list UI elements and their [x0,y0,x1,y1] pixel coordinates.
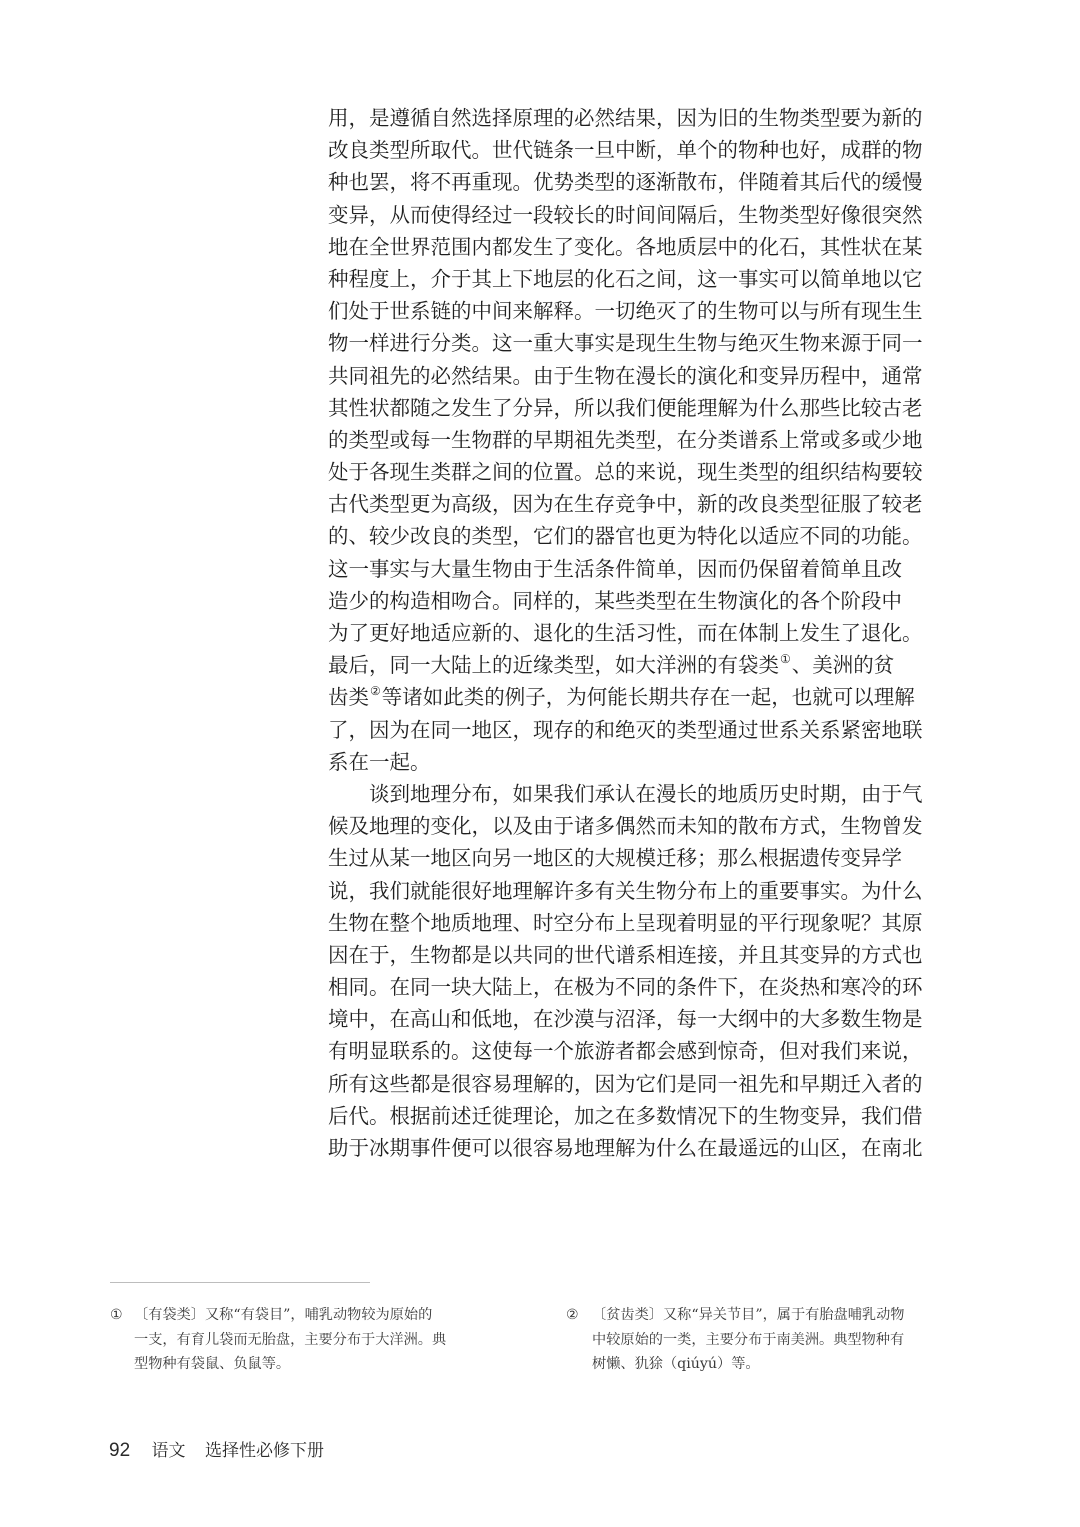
footnote-1-line: 一支，有育儿袋而无胎盘，主要分布于大洋洲。典 [134,1331,447,1348]
text-line [328,649,962,681]
footnote-1-number: ① [110,1307,123,1323]
text-line: 物一样进行分类。这一重大事实是现生生物与绝灭生物来源于同一 [328,331,923,356]
text-line: 助于冰期事件便可以很容易地理解为什么在最遥远的山区，在南北 [328,1136,923,1160]
footnote-ref-1[interactable]: ① [780,652,791,667]
text-line: 为了更好地适应新的、退化的生活习性，而在体制上发生了退化。 [328,621,923,645]
text-line: 有明显联系的。这使每一个旅游者都会感到惊奇，但对我们来说， [328,1039,923,1064]
text-line: 地在全世界范围内都发生了变化。各地质层中的化石，其性状在某 [328,234,923,259]
text-line: 后代。根据前述迁徙理论，加之在多数情况下的生物变异，我们借 [328,1103,923,1128]
text-line: 生过从某一地区向另一地区的大规模迁移；那么根据遗传变异学 [328,846,902,871]
book-title: 选择性必修下册 [204,1441,324,1461]
page-number: 92 [109,1440,131,1461]
footnote-1-line: 型物种有袋鼠、负鼠等。 [134,1356,291,1372]
text-line: 变异，从而使得经过一段较长的时间间隔后，生物类型好像很突然 [328,202,923,227]
text-line: 所有这些都是很容易理解的，因为它们是同一祖先和早期迁入者的 [328,1071,923,1096]
footnote-2-number: ② [566,1307,579,1323]
text-line: 种程度上，介于其上下地层的化石之间，这一事实可以简单地以它 [328,266,923,291]
text-line: 因在于，生物都是以共同的世代谱系相连接，并且其变异的方式也 [328,942,923,967]
text-line: 共同祖先的必然结果。由于生物在漫长的演化和变异历程中，通常 [328,363,923,388]
text-line: 造少的构造相吻合。同样的，某些类型在生物演化的各个阶段中 [328,588,902,613]
text-segment: 等诸如此类的例子，为何能长期共存在一起，也就可以理解 [381,685,915,710]
text-line: 了，因为在同一地区，现存的和绝灭的类型通过世系关系紧密地联 [328,717,923,742]
subject-label: 语文 [151,1441,186,1461]
text-line: 境中，在高山和低地，在沙漠与沼泽，每一大纲中的大多数生物是 [328,1007,923,1032]
text-line: 改良类型所取代。世代链条一旦中断，单个的物种也好，成群的物 [328,138,923,163]
text-line: 谈到地理分布，如果我们承认在漫长的地质历史时期，由于气 [328,781,923,806]
footnote-1 [110,1303,510,1377]
text-line: 古代类型更为高级，因为在生存竞争中，新的改良类型征服了较老 [328,492,923,517]
text-line: 的类型或每一生物群的早期祖先类型，在分类谱系上常或多或少地 [328,427,923,452]
footnote-ref-2[interactable]: ② [370,684,381,699]
text-line: 候及地理的变化，以及由于诸多偶然而未知的散布方式，生物曾发 [328,814,923,839]
text-line: 处于各现生类群之间的位置。总的来说，现生类型的组织结构要较 [328,460,923,485]
text-line: 种也罢，将不再重现。优势类型的逐渐散布，伴随着其后代的缓慢 [328,170,923,195]
body-text [328,102,962,1164]
text-line: 系在一起。 [328,749,431,774]
footnote-2 [566,1303,966,1377]
text-segment: 齿类 [328,685,369,710]
text-line: 用，是遵循自然选择原理的必然结果，因为旧的生物类型要为新的 [328,106,923,130]
text-line: 说，我们就能很好地理解许多有关生物分布上的重要事实。为什么 [328,878,923,903]
page-footer [109,1436,324,1462]
text-segment: 、美洲的贫 [791,653,895,678]
footnote-1-line: 〔有袋类〕又称“有袋目”，哺乳动物较为原始的 [134,1307,433,1323]
text-segment: 最后，同一大陆上的近缘类型，如大洋洲的有袋类 [328,653,779,678]
text-line [328,681,962,713]
text-line: 的、较少改良的类型，它们的器官也更为特化以适应不同的功能。 [328,524,923,549]
text-line: 生物在整个地质地理、时空分布上呈现着明显的平行现象呢？其原 [328,910,923,935]
footnote-divider [110,1282,370,1283]
text-line: 相同。在同一块大陆上，在极为不同的条件下，在炎热和寒冷的环 [328,975,923,1000]
text-line: 这一事实与大量生物由于生活条件简单，因而仍保留着简单且改 [328,556,902,581]
footnote-2-line: 〔贫齿类〕又称“异关节目”，属于有胎盘哺乳动物 [592,1307,905,1323]
footnote-2-line: 树懒、犰狳（qiúyú）等。 [592,1356,760,1372]
text-line: 们处于世系链的中间来解释。一切绝灭了的生物可以与所有现生生 [328,299,923,324]
footnote-2-line: 中较原始的一类，主要分布于南美洲。典型物种有 [592,1331,905,1348]
text-line: 其性状都随之发生了分异，所以我们便能理解为什么那些比较古老 [328,395,923,420]
